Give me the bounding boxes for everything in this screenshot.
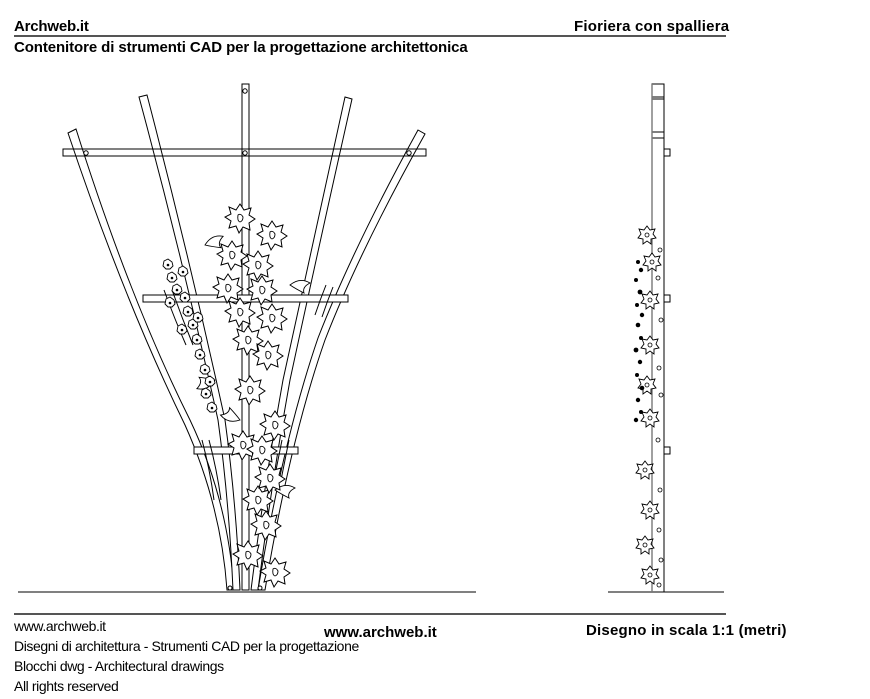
- footer-website: www.archweb.it: [14, 618, 106, 634]
- scale-note: Disegno in scala 1:1 (metri): [586, 622, 787, 639]
- drawing-title: Fioriera con spalliera: [574, 18, 730, 35]
- footer-blocks: Blocchi dwg - Architectural drawings: [14, 658, 224, 674]
- side-bracket-lower: [664, 447, 670, 454]
- side-bracket-top: [664, 149, 670, 156]
- slat-outer-right: [258, 130, 425, 590]
- side-bracket-middle: [664, 295, 670, 302]
- subtitle: Contenitore di strumenti CAD per la progettazione architettonica: [14, 39, 468, 56]
- footer-description: Disegni di architettura - Strumenti CAD per la progettazione: [14, 638, 359, 654]
- footer-rights: All rights reserved: [14, 678, 119, 694]
- footer-brand: www.archweb.it: [324, 624, 437, 641]
- brand-title: Archweb.it: [14, 18, 89, 35]
- footer-divider: [14, 613, 726, 615]
- side-elevation: [608, 84, 724, 592]
